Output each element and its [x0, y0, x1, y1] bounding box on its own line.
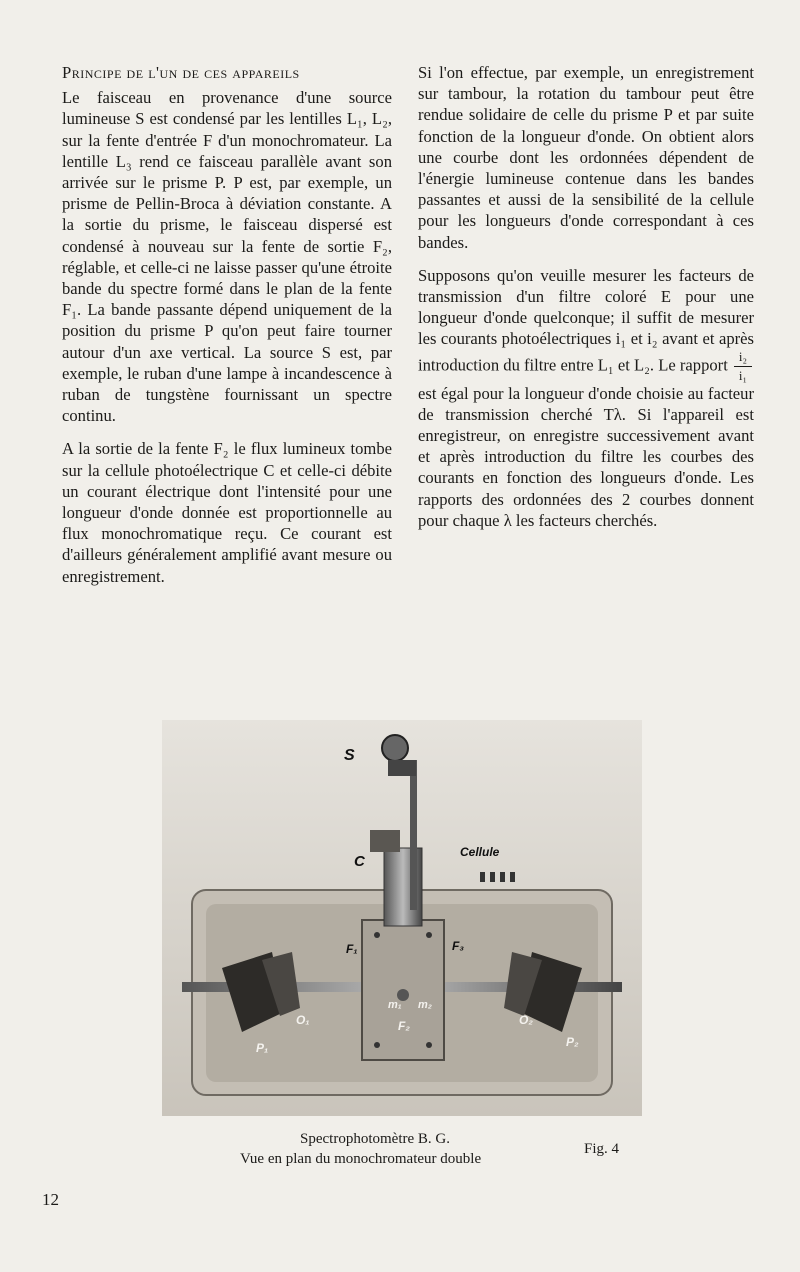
- label-F3: F₃: [452, 939, 464, 953]
- label-O1: O₁: [296, 1013, 310, 1027]
- label-P1: P₁: [256, 1041, 269, 1055]
- label-S: S: [344, 747, 355, 764]
- right-paragraph-2-start: Supposons qu'on veuille mesurer les facteurs de transmission d'un filtre coloré E pour une longueur d'onde quelconque; il suffit de mesurer les courants photoélectriques i₁ et i₂ avant et après introduction du filtre entre L₁ et L₂. Le rapport: [418, 265, 754, 374]
- label-m1: m₁: [388, 999, 402, 1011]
- right-column: [418, 62, 754, 543]
- right-paragraph-2-end: est égal pour la longueur d'onde choisie au facteur de transmission cherché Tλ. Si l'appareil est enregistreur, on enregistre successivement avant et après introduction du filtre les courbes des courants en fonction des longueurs d'onde. Les rapports des ordonnées des 2 courbes donnent pour chaque λ les facteurs cherchés.: [418, 383, 754, 530]
- page-number: 12: [42, 1190, 59, 1209]
- fraction-denominator: i₁: [738, 367, 748, 383]
- monochromator-illustration: [162, 720, 642, 1116]
- caption-title: Spectrophotomètre B. G.: [300, 1131, 450, 1147]
- section-heading: Principe de l'un de ces appareils: [62, 63, 300, 82]
- left-column: [62, 62, 392, 599]
- label-F1: F₁: [346, 942, 358, 956]
- label-cellule: Cellule: [460, 845, 500, 859]
- ratio-fraction: [734, 350, 752, 383]
- label-C: C: [354, 853, 365, 870]
- label-P2: P₂: [566, 1035, 579, 1049]
- label-O2: O₂: [519, 1013, 533, 1027]
- right-paragraph-2: [418, 265, 754, 531]
- fraction-numerator: i₂: [738, 348, 748, 364]
- left-paragraph-2: A la sortie de la fente F₂ le flux lumineux tombe sur la cellule photoélectrique C et celle-ci débite un courant électrique dont l'intensité pour une longueur d'onde donnée est proportionnelle au flux monochromatique reçu. Ce courant est d'ailleurs généralement amplifié avant mesure ou enregistrement.: [62, 439, 392, 586]
- label-F2: F₂: [398, 1019, 410, 1033]
- figure-number: Fig. 4: [584, 1141, 620, 1157]
- caption-subtitle: Vue en plan du monochromateur double: [240, 1151, 482, 1167]
- figure-photo: [162, 720, 642, 1116]
- label-m2: m₂: [418, 999, 432, 1011]
- right-paragraph-1: Si l'on effectue, par exemple, un enregistrement sur tambour, la rotation du tambour peut être rendue solidaire de celle du prisme P et par suite fonction de la longueur d'onde. On obtient alors une courbe dont les ordonnées dépendent de l'énergie lumineuse contenue dans les bandes passantes et aussi de la sensibilité de la cellule pour les longueurs d'onde correspondant à ces bandes.: [418, 63, 754, 252]
- fraction-bar: [734, 366, 752, 367]
- left-paragraph-1: Le faisceau en provenance d'une source lumineuse S est condensé par les lentilles L₁, L₂, sur la fente d'entrée F d'un monochromateur. La lentille L₃ rend ce faisceau parallèle avant son arrivée sur le prisme P. P est, par exemple, un prisme de Pellin-Broca à déviation constante. A la sortie du prisme, le faisceau dispersé est condensé à nouveau sur la fente de sortie F₂, réglable, et celle-ci ne laisse passer qu'une étroite bande du spectre formé dans le plan de la fente F₁. La bande passante dépend uniquement de la position du prisme P qu'on peut faire tourner autour d'un axe vertical. La source S est, par exemple, le ruban d'une lampe à incandescence à ruban de tungstène fournissant un spectre continu.: [62, 88, 392, 426]
